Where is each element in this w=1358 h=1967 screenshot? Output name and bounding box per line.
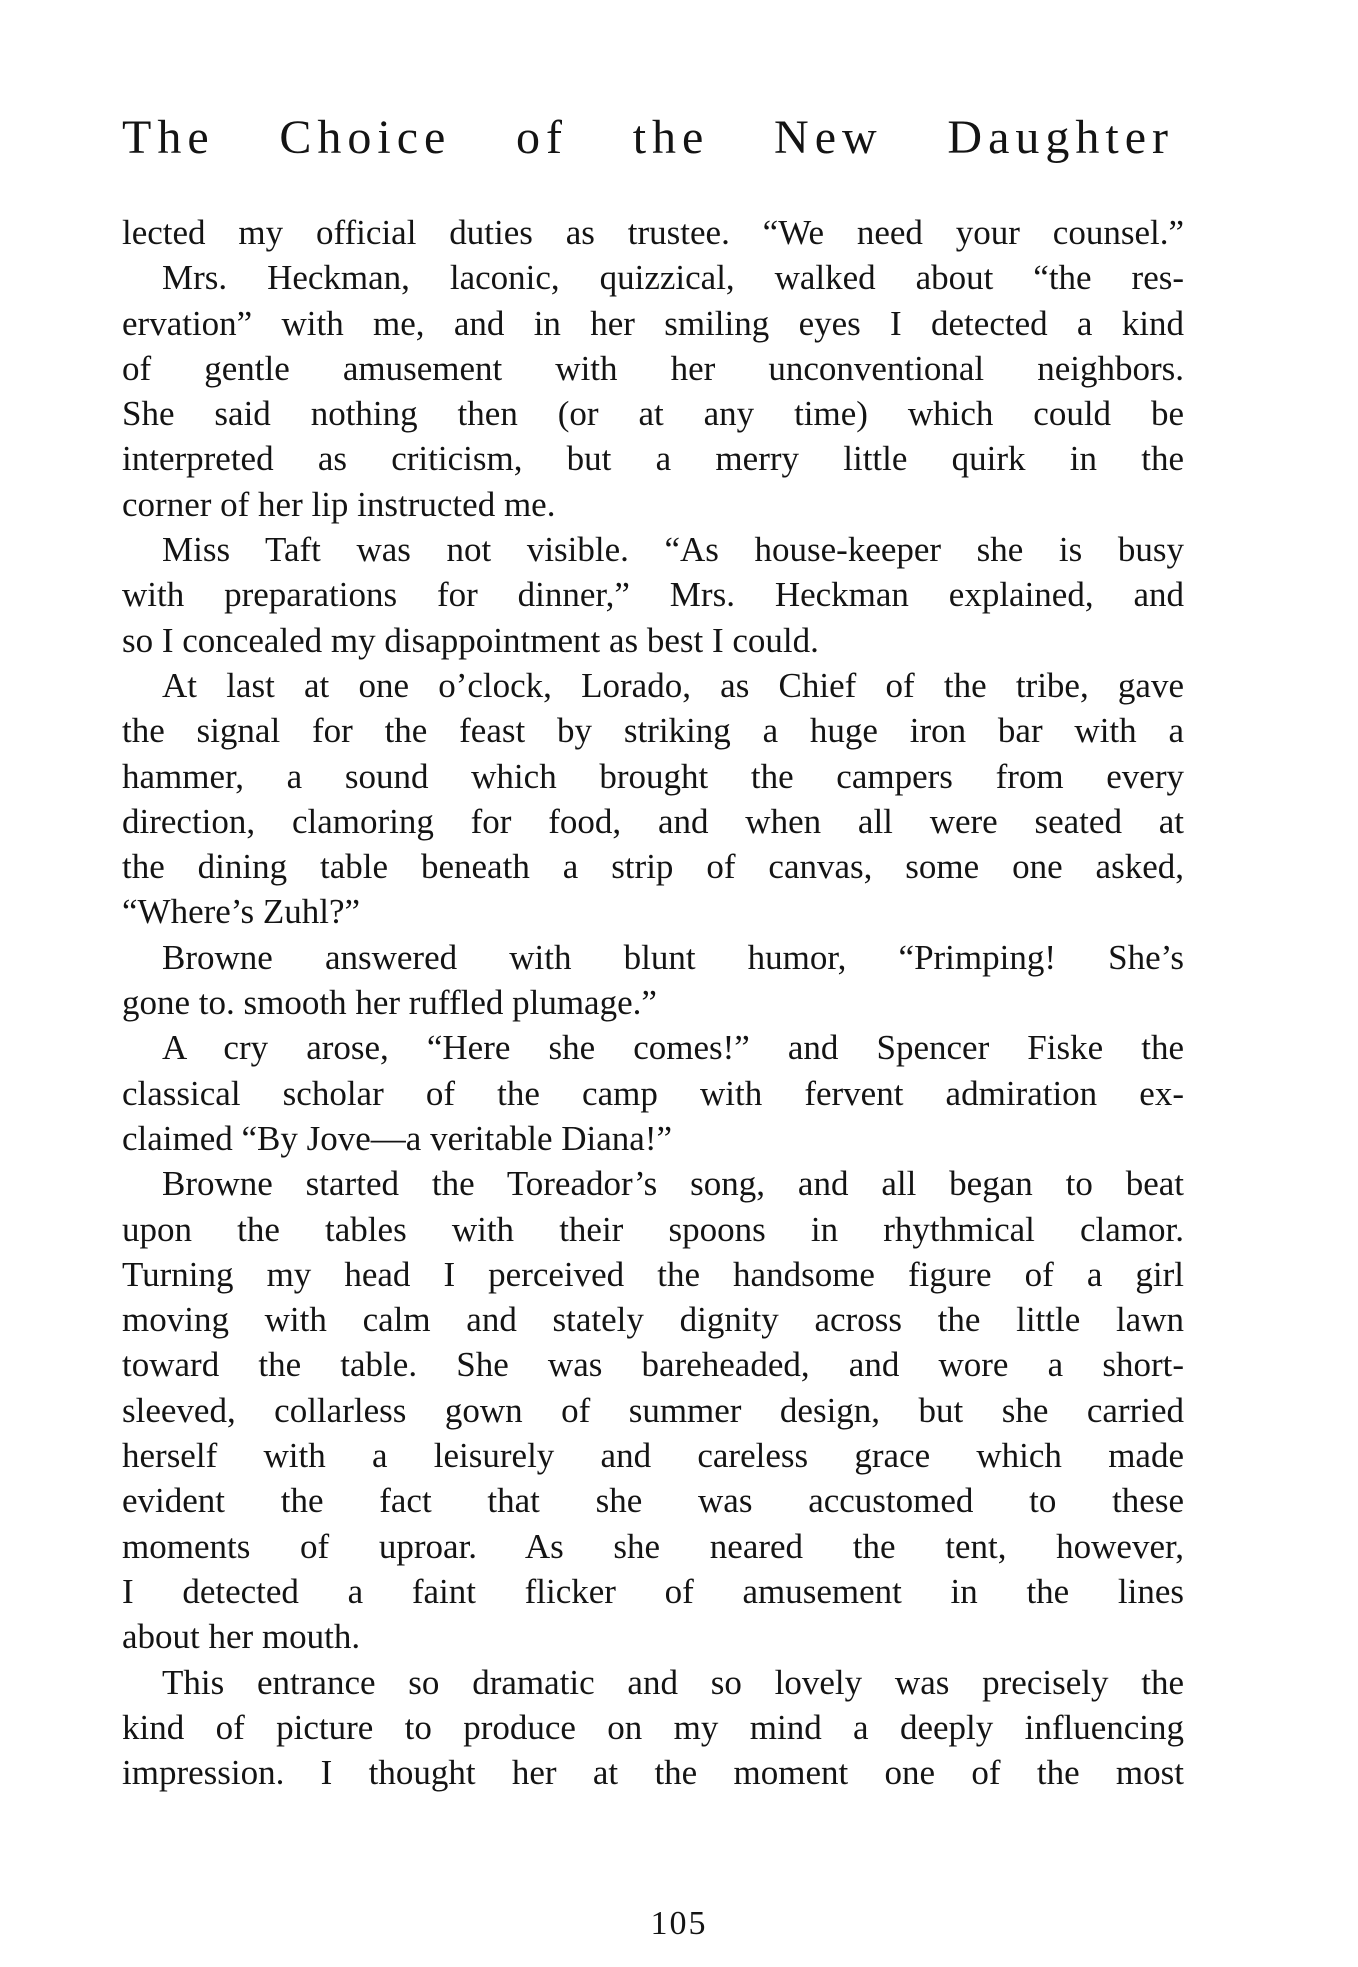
text-line: At last at one o’clock, Lorado, as Chief of the tribe, gave	[162, 665, 1184, 705]
text-line: corner of her lip instructed me.	[122, 484, 556, 524]
text-line: so I concealed my disappointment as best I could.	[122, 620, 819, 660]
text-line: This entrance so dramatic and so lovely was precisely the	[162, 1662, 1184, 1702]
text-line: Mrs. Heckman, laconic, quizzical, walked about “the res-	[162, 258, 1184, 298]
running-head: The Choice of the New Daughter	[122, 111, 1174, 164]
text-line: I detected a faint flicker of amusement in the lines	[122, 1571, 1184, 1611]
text-line: direction, clamoring for food, and when all were seated at	[122, 801, 1184, 841]
text-line: the signal for the feast by striking a huge iron bar with a	[122, 711, 1184, 751]
text-line: impression. I thought her at the moment one of the most	[122, 1753, 1184, 1793]
text-line: about her mouth.	[122, 1617, 361, 1657]
text-line: sleeved, collarless gown of summer design, but she carried	[122, 1390, 1184, 1430]
text-line: with preparations for dinner,” Mrs. Heckman explained, and	[122, 575, 1184, 615]
text-line: lected my official duties as trustee. “We need your counsel.”	[122, 213, 1184, 252]
page-number: 105	[650, 1905, 708, 1942]
text-line: Miss Taft was not visible. “As house-keeper she is busy	[162, 530, 1184, 570]
text-line: gone to. smooth her ruffled plumage.”	[122, 983, 657, 1023]
text-line: of gentle amusement with her unconventional neighbors.	[122, 348, 1184, 388]
text-line: upon the tables with their spoons in rhythmical clamor.	[122, 1209, 1184, 1249]
text-line: claimed “By Jove—a veritable Diana!”	[122, 1118, 673, 1158]
text-line: “Where’s Zuhl?”	[122, 892, 361, 932]
text-line: A cry arose, “Here she comes!” and Spencer Fiske the	[162, 1028, 1184, 1068]
text-line: evident the fact that she was accustomed to these	[122, 1481, 1184, 1521]
text-line: ervation” with me, and in her smiling eyes I detected a kind	[122, 303, 1184, 343]
text-line: She said nothing then (or at any time) which could be	[122, 394, 1184, 434]
text-line: herself with a leisurely and careless grace which made	[122, 1436, 1184, 1476]
text-line: hammer, a sound which brought the campers from every	[122, 756, 1184, 796]
text-line: Browne answered with blunt humor, “Primping! She’s	[162, 937, 1184, 977]
text-line: interpreted as criticism, but a merry little quirk in the	[122, 439, 1184, 479]
text-line: kind of picture to produce on my mind a deeply influencing	[122, 1707, 1184, 1747]
text-line: toward the table. She was bareheaded, and wore a short-	[122, 1345, 1184, 1385]
text-line: moments of uproar. As she neared the tent, however,	[122, 1526, 1184, 1566]
text-line: classical scholar of the camp with fervent admiration ex-	[122, 1073, 1184, 1113]
body-text	[122, 210, 1184, 1795]
text-line: moving with calm and stately dignity across the little lawn	[122, 1300, 1184, 1340]
text-line: Browne started the Toreador’s song, and all began to beat	[162, 1164, 1184, 1204]
text-line: Turning my head I perceived the handsome figure of a girl	[122, 1254, 1184, 1294]
text-line: the dining table beneath a strip of canvas, some one asked,	[122, 847, 1184, 887]
